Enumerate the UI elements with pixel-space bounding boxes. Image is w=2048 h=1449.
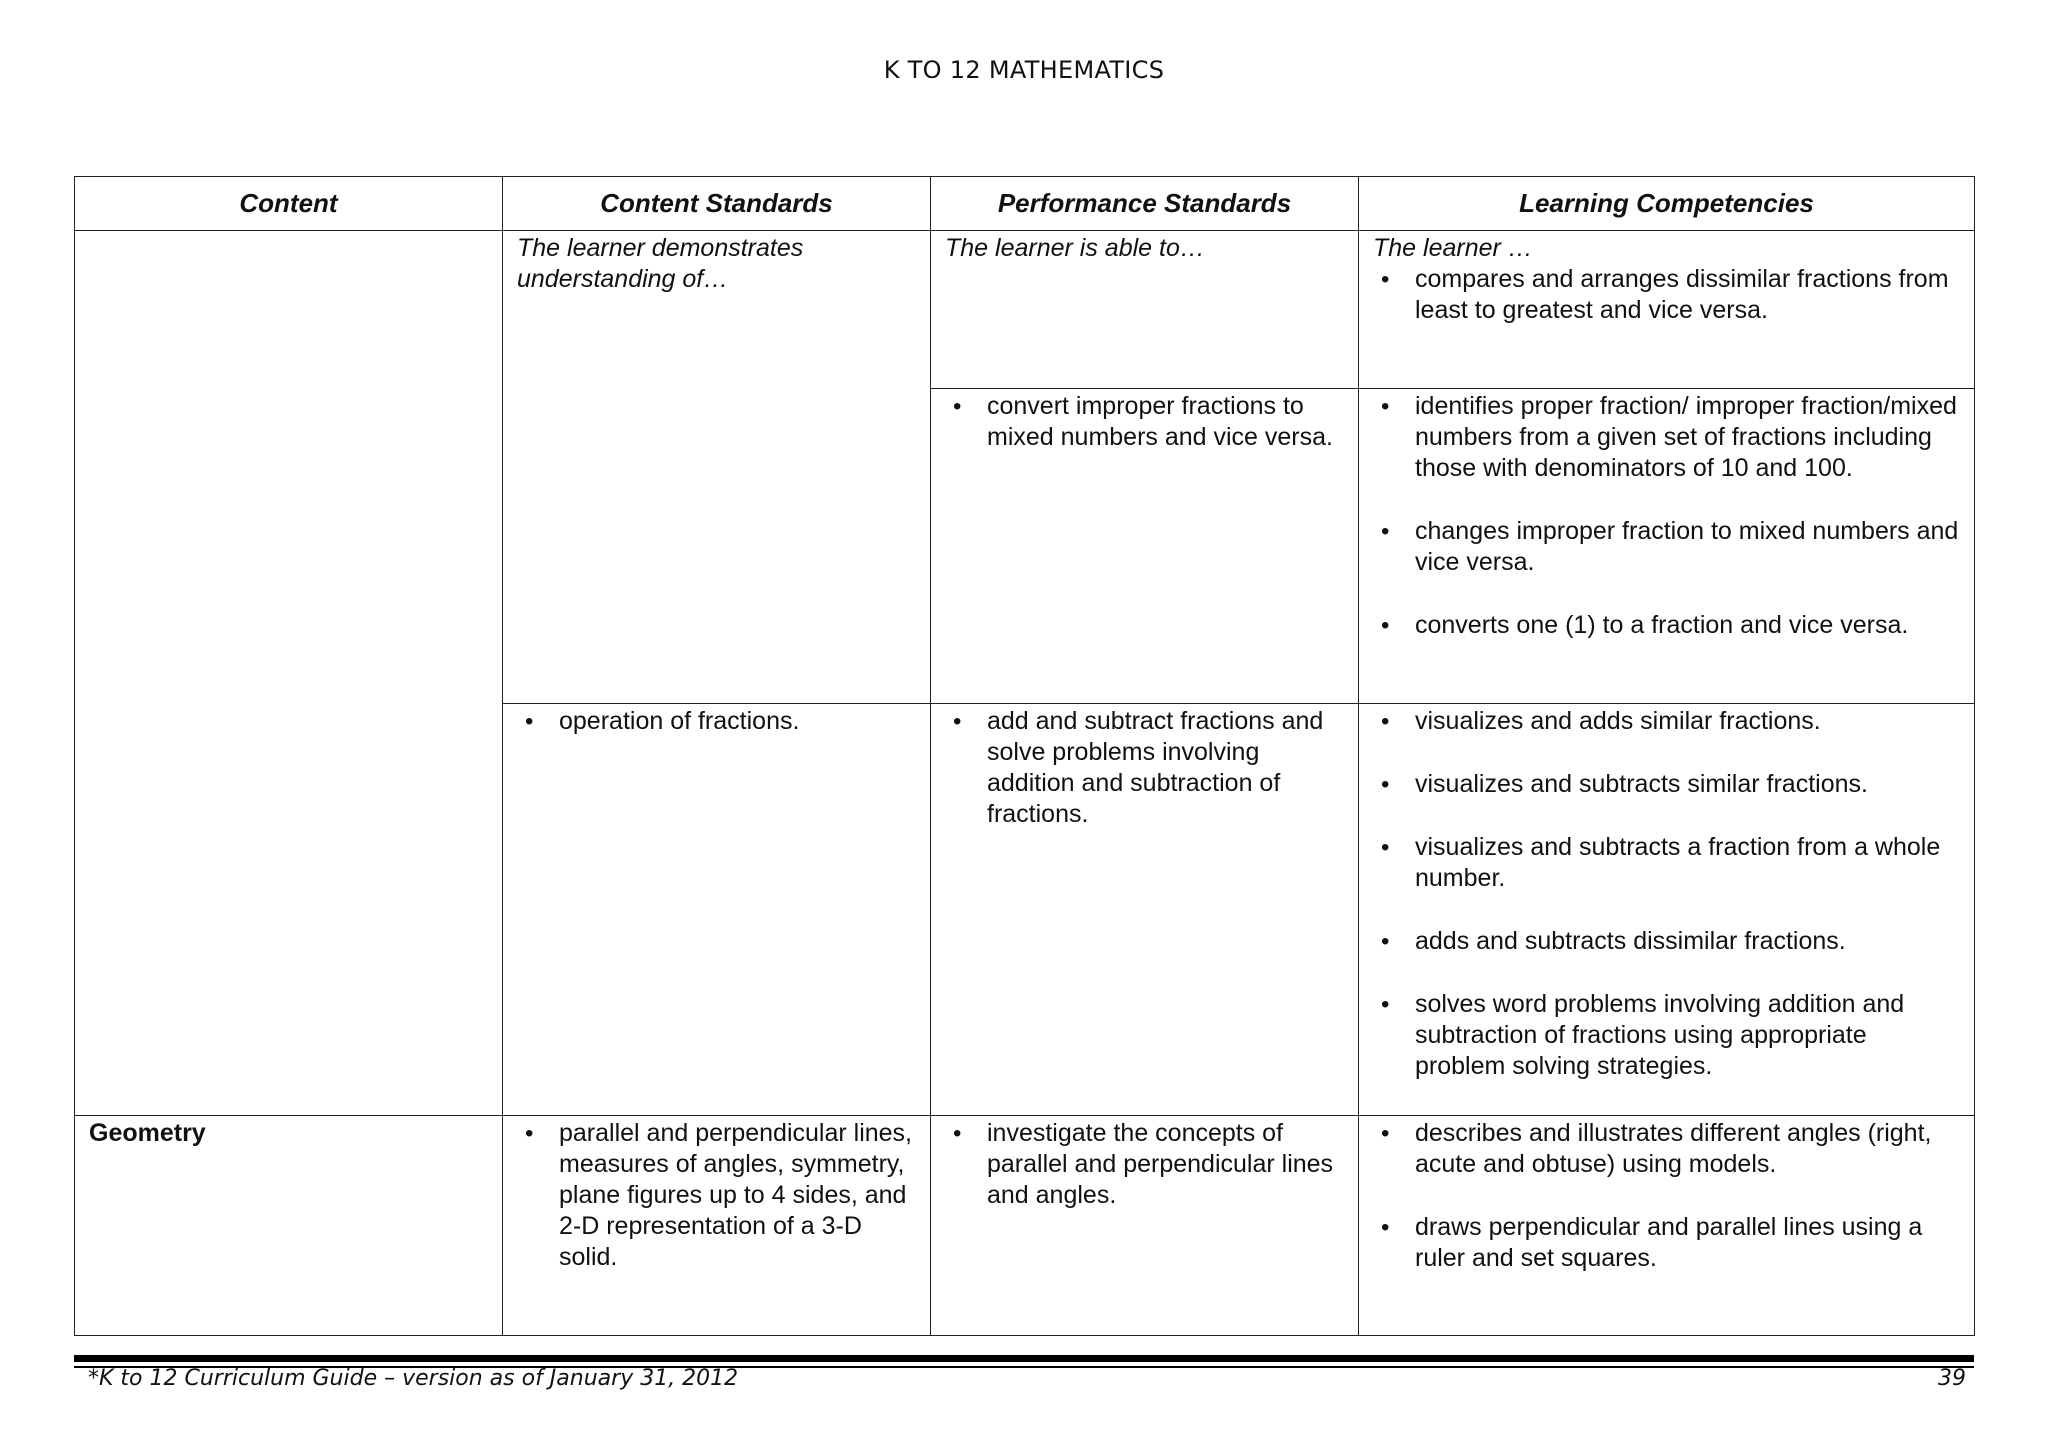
footer-version-note: *K to 12 Curriculum Guide – version as of January 31, 2012 (88, 1366, 739, 1391)
list-item: • converts one (1) to a fraction and vice versa. (1373, 610, 1960, 641)
column-header-content-standards: Content Standards (503, 177, 931, 231)
list-item: • convert improper fractions to mixed numbers and vice versa. (945, 391, 1344, 453)
learning-competencies-intro: The learner … (1373, 234, 1533, 262)
table-row (75, 1116, 1975, 1336)
list-item: • adds and subtracts dissimilar fractions. (1373, 926, 1960, 957)
curriculum-table (74, 176, 1975, 1336)
competency-list (1373, 706, 1960, 1082)
performance-list (945, 1118, 1344, 1211)
content-standards-intro: The learner demonstrates understanding of… (517, 234, 804, 293)
content-standards-list (517, 706, 916, 737)
learning-competencies-cell (1359, 389, 1975, 704)
content-cell (75, 1116, 503, 1336)
performance-standards-cell (931, 389, 1359, 704)
list-item: • compares and arranges dissimilar fractions from least to greatest and vice versa. (1373, 264, 1960, 326)
content-topic-geometry: Geometry (89, 1119, 206, 1147)
content-standards-list (517, 1118, 916, 1273)
learning-competencies-cell (1359, 231, 1975, 389)
footer-rule-thick (74, 1355, 1974, 1362)
table-row (75, 231, 1975, 389)
content-standards-cell (503, 704, 931, 1116)
table-header-row (75, 177, 1975, 231)
column-header-performance-standards: Performance Standards (931, 177, 1359, 231)
page-number: 39 (1938, 1366, 1966, 1391)
competency-list (1373, 1118, 1960, 1274)
performance-standards-cell (931, 704, 1359, 1116)
competency-list (1373, 391, 1960, 641)
content-standards-cell (503, 1116, 931, 1336)
performance-standards-cell (931, 231, 1359, 389)
column-header-learning-competencies: Learning Competencies (1359, 177, 1975, 231)
list-item: • describes and illustrates different angles (right, acute and obtuse) using models. (1373, 1118, 1960, 1180)
list-item: • investigate the concepts of parallel and perpendicular lines and angles. (945, 1118, 1344, 1211)
list-item: • operation of fractions. (517, 706, 916, 737)
performance-standards-cell (931, 1116, 1359, 1336)
content-standards-cell (503, 231, 931, 704)
column-header-content: Content (75, 177, 503, 231)
performance-standards-intro: The learner is able to… (945, 234, 1205, 262)
performance-list (945, 391, 1344, 453)
list-item: • changes improper fraction to mixed numbers and vice versa. (1373, 516, 1960, 578)
list-item: • visualizes and subtracts similar fractions. (1373, 769, 1960, 800)
competency-list (1373, 264, 1960, 326)
list-item: • visualizes and adds similar fractions. (1373, 706, 1960, 737)
list-item: • parallel and perpendicular lines, measures of angles, symmetry, plane figures up to 4 sides, and 2-D representation of a 3-D solid. (517, 1118, 916, 1273)
performance-list (945, 706, 1344, 830)
list-item: • visualizes and subtracts a fraction from a whole number. (1373, 832, 1960, 894)
list-item: • add and subtract fractions and solve problems involving addition and subtraction of fractions. (945, 706, 1344, 830)
learning-competencies-cell (1359, 1116, 1975, 1336)
content-cell-empty (75, 231, 503, 1116)
list-item: • solves word problems involving addition and subtraction of fractions using appropriate problem solving strategies. (1373, 989, 1960, 1082)
list-item: • identifies proper fraction/ improper fraction/mixed numbers from a given set of fractions including those with denominators of 10 and 100. (1373, 391, 1960, 484)
list-item: • draws perpendicular and parallel lines using a ruler and set squares. (1373, 1212, 1960, 1274)
learning-competencies-cell (1359, 704, 1975, 1116)
page-title: K TO 12 MATHEMATICS (883, 56, 1165, 84)
